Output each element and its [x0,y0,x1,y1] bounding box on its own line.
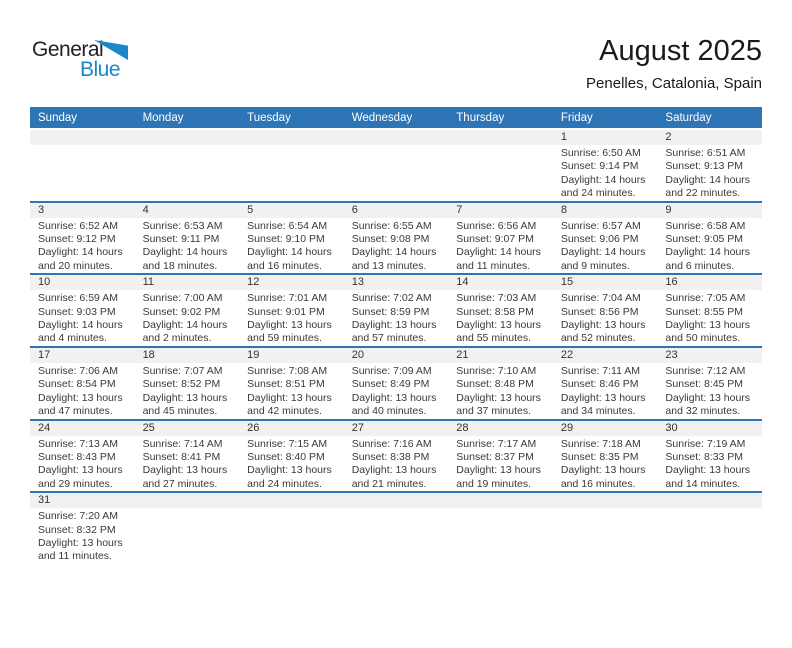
sunset-text: Sunset: 8:38 PM [351,450,430,463]
day-details [657,290,762,346]
day-cell [553,421,658,492]
day-number: 13 [344,275,449,290]
day-details [344,363,449,419]
daylight-text: Daylight: 13 hours [247,391,332,404]
sunset-text: Sunset: 8:55 PM [665,305,744,318]
daylight-text: Daylight: 14 hours [560,246,646,259]
empty-day-cell [344,130,449,201]
daylight-text: Daylight: 13 hours [142,464,228,477]
daylight-text: and 9 minutes. [560,259,630,272]
sunset-text: Sunset: 9:10 PM [247,233,325,246]
weekday-thursday: Thursday [456,111,505,124]
day-details [30,290,135,346]
week-row [30,275,762,348]
sunrise-text: Sunrise: 7:15 AM [247,437,328,450]
daylight-text: and 40 minutes. [351,405,427,418]
day-number: 20 [344,348,449,363]
daylight-text: Daylight: 13 hours [351,391,437,404]
day-details [30,508,135,564]
sunrise-text: Sunrise: 6:55 AM [351,219,432,232]
sunrise-text: Sunrise: 7:14 AM [142,437,223,450]
day-cell [657,203,762,274]
page-title: August 2025 [599,35,762,67]
day-cell [344,275,449,346]
sunrise-text: Sunrise: 6:51 AM [665,147,746,159]
day-number [344,130,449,145]
weekday-tuesday: Tuesday [247,111,291,124]
day-number: 5 [239,203,344,218]
day-number [553,493,658,508]
day-cell [448,203,553,274]
sunset-text: Sunset: 9:13 PM [665,160,744,173]
day-cell [239,421,344,492]
daylight-text: and 2 minutes. [142,332,212,345]
sunrise-text: Sunrise: 7:04 AM [560,292,641,305]
page-header [30,36,762,96]
day-cell [553,348,658,419]
sunrise-text: Sunrise: 7:07 AM [142,364,223,377]
day-cell [553,275,658,346]
daylight-text: Daylight: 14 hours [665,173,751,186]
day-number: 17 [30,348,135,363]
daylight-text: and 16 minutes. [247,259,322,272]
sunset-text: Sunset: 8:43 PM [38,450,116,463]
sunset-text: Sunset: 9:02 PM [142,305,221,318]
daylight-text: and 22 minutes. [665,187,741,200]
day-number: 26 [239,421,344,436]
sunrise-text: Sunrise: 7:19 AM [665,437,746,450]
day-details [135,436,240,492]
daylight-text: Daylight: 13 hours [665,319,751,332]
week-row [30,493,762,583]
day-cell [135,421,240,492]
day-number: 7 [448,203,553,218]
sunrise-text: Sunrise: 7:11 AM [560,364,641,377]
daylight-text: Daylight: 14 hours [560,173,646,186]
daylight-text: Daylight: 13 hours [38,536,123,549]
day-cell [344,421,449,492]
week-row [30,421,762,494]
day-number: 9 [657,203,762,218]
daylight-text: Daylight: 14 hours [351,246,437,259]
sunset-text: Sunset: 8:35 PM [560,450,639,463]
day-number: 14 [448,275,553,290]
sunset-text: Sunset: 9:06 PM [560,233,639,246]
daylight-text: and 4 minutes. [38,332,107,345]
weekday-header-row [30,107,762,128]
day-details [239,218,344,274]
empty-day-cell [135,130,240,201]
day-number [657,493,762,508]
day-details [30,363,135,419]
daylight-text: Daylight: 13 hours [456,464,541,477]
day-number: 1 [553,130,658,145]
sunset-text: Sunset: 8:41 PM [142,450,221,463]
day-details [448,363,553,419]
day-details [657,436,762,492]
day-number: 6 [344,203,449,218]
day-details [657,363,762,419]
day-number: 27 [344,421,449,436]
sunrise-text: Sunrise: 7:13 AM [38,437,118,450]
daylight-text: Daylight: 13 hours [351,319,437,332]
daylight-text: Daylight: 14 hours [247,246,332,259]
sunrise-text: Sunrise: 6:57 AM [560,219,641,232]
day-details [135,363,240,419]
sunset-text: Sunset: 8:46 PM [560,378,639,391]
daylight-text: Daylight: 13 hours [142,391,228,404]
sunrise-text: Sunrise: 7:03 AM [456,292,537,305]
day-cell [344,203,449,274]
daylight-text: and 11 minutes. [38,550,112,563]
weekday-sunday: Sunday [38,111,78,124]
sunrise-text: Sunrise: 7:06 AM [38,364,118,377]
day-cell [239,275,344,346]
daylight-text: and 32 minutes. [665,405,741,418]
day-number [239,493,344,508]
day-number: 18 [135,348,240,363]
day-number: 8 [553,203,658,218]
day-number: 31 [30,493,135,508]
page-subtitle: Penelles, Catalonia, Spain [586,74,762,92]
day-number [239,130,344,145]
empty-day-cell [553,493,658,583]
daylight-text: and 59 minutes. [247,332,322,345]
sunset-text: Sunset: 8:59 PM [351,305,430,318]
empty-day-cell [239,130,344,201]
day-details [553,218,658,274]
day-cell [239,348,344,419]
general-blue-logo [30,36,150,88]
day-cell [30,275,135,346]
logo-text-general: General [32,38,104,61]
sunset-text: Sunset: 9:14 PM [560,160,639,173]
day-cell [30,203,135,274]
day-number [448,130,553,145]
sunset-text: Sunset: 9:08 PM [351,233,430,246]
daylight-text: Daylight: 13 hours [560,391,646,404]
empty-day-cell [344,493,449,583]
day-details [344,290,449,346]
daylight-text: Daylight: 13 hours [456,319,541,332]
daylight-text: Daylight: 13 hours [560,319,646,332]
calendar-page [0,36,792,583]
daylight-text: and 18 minutes. [142,259,218,272]
day-details [135,218,240,274]
daylight-text: and 14 minutes. [665,477,741,490]
sunrise-text: Sunrise: 7:16 AM [351,437,432,450]
day-cell [135,275,240,346]
weekday-friday: Friday [560,111,593,124]
day-cell [344,348,449,419]
daylight-text: Daylight: 13 hours [665,464,751,477]
daylight-text: Daylight: 13 hours [351,464,437,477]
day-cell [657,348,762,419]
day-details [448,218,553,274]
sunrise-text: Sunrise: 7:05 AM [665,292,746,305]
title-block [586,36,762,92]
sunrise-text: Sunrise: 6:56 AM [456,219,537,232]
day-cell [448,421,553,492]
day-number: 16 [657,275,762,290]
day-cell [657,275,762,346]
sunrise-text: Sunrise: 7:17 AM [456,437,537,450]
daylight-text: Daylight: 14 hours [665,246,751,259]
day-details [448,290,553,346]
daylight-text: Daylight: 14 hours [142,319,228,332]
day-details [135,290,240,346]
sunrise-text: Sunrise: 7:02 AM [351,292,432,305]
daylight-text: and 29 minutes. [38,477,113,490]
daylight-text: and 50 minutes. [665,332,741,345]
day-number: 12 [239,275,344,290]
daylight-text: Daylight: 14 hours [456,246,541,259]
week-row [30,130,762,203]
sunrise-text: Sunrise: 7:10 AM [456,364,537,377]
sunset-text: Sunset: 8:48 PM [456,378,534,391]
day-number: 22 [553,348,658,363]
day-number: 25 [135,421,240,436]
daylight-text: and 16 minutes. [560,477,636,490]
sunrise-text: Sunrise: 7:09 AM [351,364,432,377]
sunrise-text: Sunrise: 7:20 AM [38,510,118,523]
day-cell [553,203,658,274]
sunset-text: Sunset: 9:01 PM [247,305,325,318]
day-number [135,493,240,508]
day-details [30,218,135,274]
day-cell [448,348,553,419]
weekday-saturday: Saturday [665,111,712,124]
daylight-text: Daylight: 13 hours [560,464,646,477]
day-details [553,436,658,492]
daylight-text: and 52 minutes. [560,332,636,345]
day-number: 19 [239,348,344,363]
sunset-text: Sunset: 9:05 PM [665,233,744,246]
day-cell [135,348,240,419]
empty-day-cell [448,130,553,201]
day-number: 11 [135,275,240,290]
sunrise-text: Sunrise: 6:52 AM [38,219,118,232]
sunrise-text: Sunrise: 6:53 AM [142,219,223,232]
day-number: 4 [135,203,240,218]
daylight-text: and 20 minutes. [38,259,113,272]
daylight-text: and 13 minutes. [351,259,427,272]
day-number [448,493,553,508]
daylight-text: and 27 minutes. [142,477,218,490]
weeks-grid [30,130,762,583]
day-details [553,290,658,346]
daylight-text: Daylight: 14 hours [142,246,228,259]
sunset-text: Sunset: 9:12 PM [38,233,116,246]
day-number: 2 [657,130,762,145]
day-details [30,436,135,492]
sunset-text: Sunset: 8:56 PM [560,305,639,318]
day-cell [239,203,344,274]
sunset-text: Sunset: 8:52 PM [142,378,221,391]
sunrise-text: Sunrise: 6:54 AM [247,219,328,232]
day-number [344,493,449,508]
day-cell [30,421,135,492]
empty-day-cell [135,493,240,583]
day-number: 30 [657,421,762,436]
day-number [135,130,240,145]
day-details [657,218,762,274]
sunset-text: Sunset: 9:03 PM [38,305,116,318]
daylight-text: and 45 minutes. [142,405,218,418]
sunrise-text: Sunrise: 6:58 AM [665,219,746,232]
sunrise-text: Sunrise: 7:00 AM [142,292,223,305]
week-row [30,348,762,421]
daylight-text: and 24 minutes. [560,187,636,200]
daylight-text: Daylight: 13 hours [456,391,541,404]
sunset-text: Sunset: 8:32 PM [38,523,116,536]
week-row [30,203,762,276]
day-number: 29 [553,421,658,436]
day-details [239,363,344,419]
day-details [448,436,553,492]
sunrise-text: Sunrise: 6:50 AM [560,147,641,159]
daylight-text: and 37 minutes. [456,405,531,418]
sunrise-text: Sunrise: 6:59 AM [38,292,118,305]
day-cell [553,130,658,201]
day-cell [30,493,135,583]
daylight-text: and 55 minutes. [456,332,531,345]
day-cell [30,348,135,419]
day-number [30,130,135,145]
daylight-text: and 21 minutes. [351,477,427,490]
day-details [239,290,344,346]
empty-day-cell [657,493,762,583]
daylight-text: Daylight: 13 hours [247,319,332,332]
day-details [344,436,449,492]
daylight-text: Daylight: 14 hours [38,246,123,259]
day-number: 15 [553,275,658,290]
day-cell [657,130,762,201]
daylight-text: and 6 minutes. [665,259,735,272]
weekday-monday: Monday [142,111,184,124]
day-details [239,436,344,492]
sunrise-text: Sunrise: 7:08 AM [247,364,328,377]
day-details [553,363,658,419]
sunset-text: Sunset: 8:45 PM [665,378,744,391]
daylight-text: and 24 minutes. [247,477,322,490]
daylight-text: Daylight: 13 hours [665,391,751,404]
daylight-text: and 42 minutes. [247,405,322,418]
sunrise-text: Sunrise: 7:12 AM [665,364,746,377]
day-details [344,218,449,274]
logo-text-blue: Blue [80,58,121,81]
empty-day-cell [448,493,553,583]
day-cell [135,203,240,274]
sunset-text: Sunset: 8:58 PM [456,305,534,318]
day-cell [448,275,553,346]
day-number: 28 [448,421,553,436]
sunset-text: Sunset: 8:51 PM [247,378,325,391]
daylight-text: and 11 minutes. [456,259,531,272]
daylight-text: and 34 minutes. [560,405,636,418]
day-number: 24 [30,421,135,436]
calendar [30,107,762,583]
day-details [657,145,762,201]
daylight-text: and 57 minutes. [351,332,427,345]
daylight-text: Daylight: 13 hours [38,391,123,404]
day-details [553,145,658,201]
day-number: 23 [657,348,762,363]
empty-day-cell [30,130,135,201]
daylight-text: and 47 minutes. [38,405,113,418]
daylight-text: Daylight: 14 hours [38,319,123,332]
day-number: 10 [30,275,135,290]
sunset-text: Sunset: 9:07 PM [456,233,534,246]
daylight-text: and 19 minutes. [456,477,531,490]
sunrise-text: Sunrise: 7:01 AM [247,292,328,305]
sunset-text: Sunset: 8:40 PM [247,450,325,463]
sunset-text: Sunset: 8:37 PM [456,450,534,463]
day-number: 3 [30,203,135,218]
day-number: 21 [448,348,553,363]
day-cell [657,421,762,492]
daylight-text: Daylight: 13 hours [38,464,123,477]
weekday-wednesday: Wednesday [351,111,413,124]
sunrise-text: Sunrise: 7:18 AM [560,437,641,450]
sunset-text: Sunset: 9:11 PM [142,233,220,246]
sunset-text: Sunset: 8:54 PM [38,378,116,391]
sunset-text: Sunset: 8:49 PM [351,378,430,391]
empty-day-cell [239,493,344,583]
sunset-text: Sunset: 8:33 PM [665,450,744,463]
daylight-text: Daylight: 13 hours [247,464,332,477]
